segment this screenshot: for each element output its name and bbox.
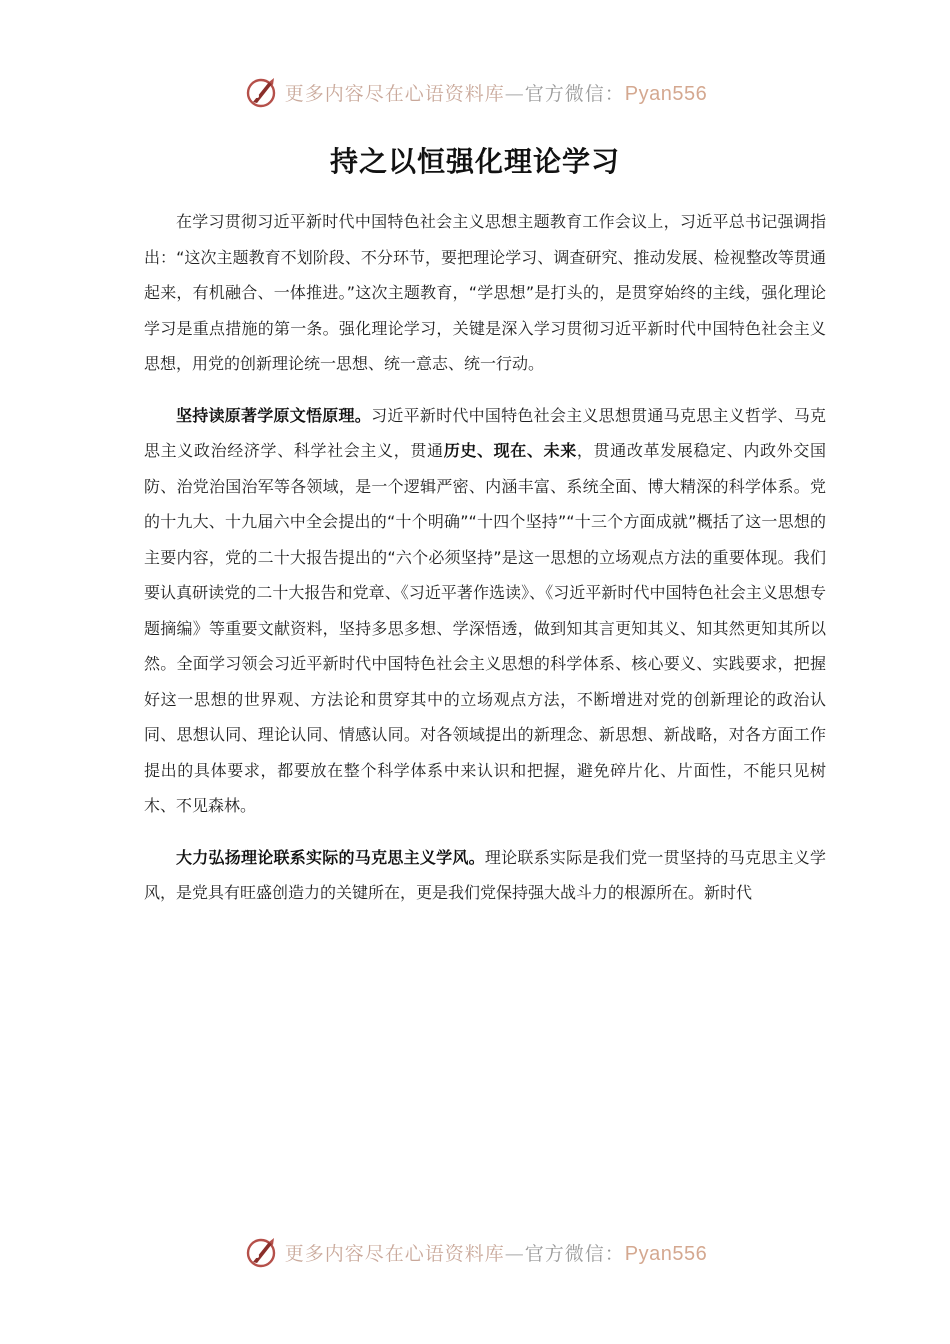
paragraph-text: ，贯通改革发展稳定、内政外交国防、治党治国治军等各领域，是一个逻辑严密、内涵丰富、系统全面、博大精深的科学体系。党的十九大、十九届六中全会提出的“十个明确”“十四个坚持”“十三个方面成就”概括了这一思想的主要内容，党的二十大报告提出的“六个必须坚持”是这一思想的立场观点方法的重要体现。我们要认真研读党的二十大报告和党章、《习近平著作选读》、《习近平新时代中国特色社会主义思想专题摘编》等重要文献资料，坚持多思多想、学深悟透，做到知其言更知其义、知其然更知其所以然。全面学习领会习近平新时代中国特色社会主义思想的科学体系、核心要义、实践要求，把握好这一思想的世界观、方法论和贯穿其中的立场观点方法，不断增进对党的创新理论的政治认同、思想认同、理论认同、情感认同。对各领域提出的新理念、新思想、新战略，对各方面工作提出的具体要求，都要放在整个科学体系中来认识和把握，避免碎片化、片面性，不能只见树木、不见森林。	[144, 441, 826, 815]
paragraph-lead: 坚持读原著学原文悟原理。	[176, 405, 372, 425]
paragraph-study-style	[144, 840, 826, 911]
banner-library-text: 更多内容尽在心语资料库	[284, 82, 505, 105]
banner-wechat-label: 官方微信：	[524, 82, 625, 105]
banner-wechat-id: Pyan556	[624, 82, 708, 105]
paragraph-text: 理论联系实际是我们党一贯坚持的马克思主义学风，是党具有旺盛创造力的关键所在，更是我们党保持强大战斗力的根源所在。新时代	[144, 847, 826, 902]
banner-library-text: 更多内容尽在心语资料库	[284, 1242, 505, 1265]
banner-text	[285, 79, 708, 106]
quill-logo-icon	[243, 74, 279, 110]
paragraph-lead: 大力弘扬理论联系实际的马克思主义学风。	[176, 847, 485, 867]
banner-wechat-label: 官方微信：	[524, 1242, 625, 1265]
paragraph-text: 习近平新时代中国特色社会主义思想贯通马克思主义哲学、马克思主义政治经济学、科学社会主义，贯通	[144, 405, 826, 460]
header-banner	[0, 70, 950, 114]
banner-wechat-id: Pyan556	[624, 1242, 708, 1265]
paragraph-text: 在学习贯彻习近平新时代中国特色社会主义思想主题教育工作会议上，习近平总书记强调指出：“这次主题教育不划阶段、不分环节，要把理论学习、调查研究、推动发展、检视整改等贯通起来，有机融合、一体推进。”这次主题教育，“学思想”是打头的，是贯穿始终的主线，强化理论学习是重点措施的第一条。强化理论学习，关键是深入学习贯彻习近平新时代中国特色社会主义思想，用党的创新理论统一思想、统一意志、统一行动。	[144, 212, 826, 373]
footer-banner	[0, 1230, 950, 1274]
paragraph-intro	[144, 204, 826, 382]
paragraph-emphasis: 历史、现在、未来	[443, 441, 577, 460]
banner-dash: —	[504, 1242, 525, 1265]
banner-dash: —	[504, 82, 525, 105]
banner-text	[285, 1239, 708, 1266]
document-title: 持之以恒强化理论学习	[329, 145, 620, 178]
document-body	[144, 204, 826, 927]
paragraph-read-originals	[144, 398, 826, 824]
quill-logo-icon	[243, 1234, 279, 1270]
